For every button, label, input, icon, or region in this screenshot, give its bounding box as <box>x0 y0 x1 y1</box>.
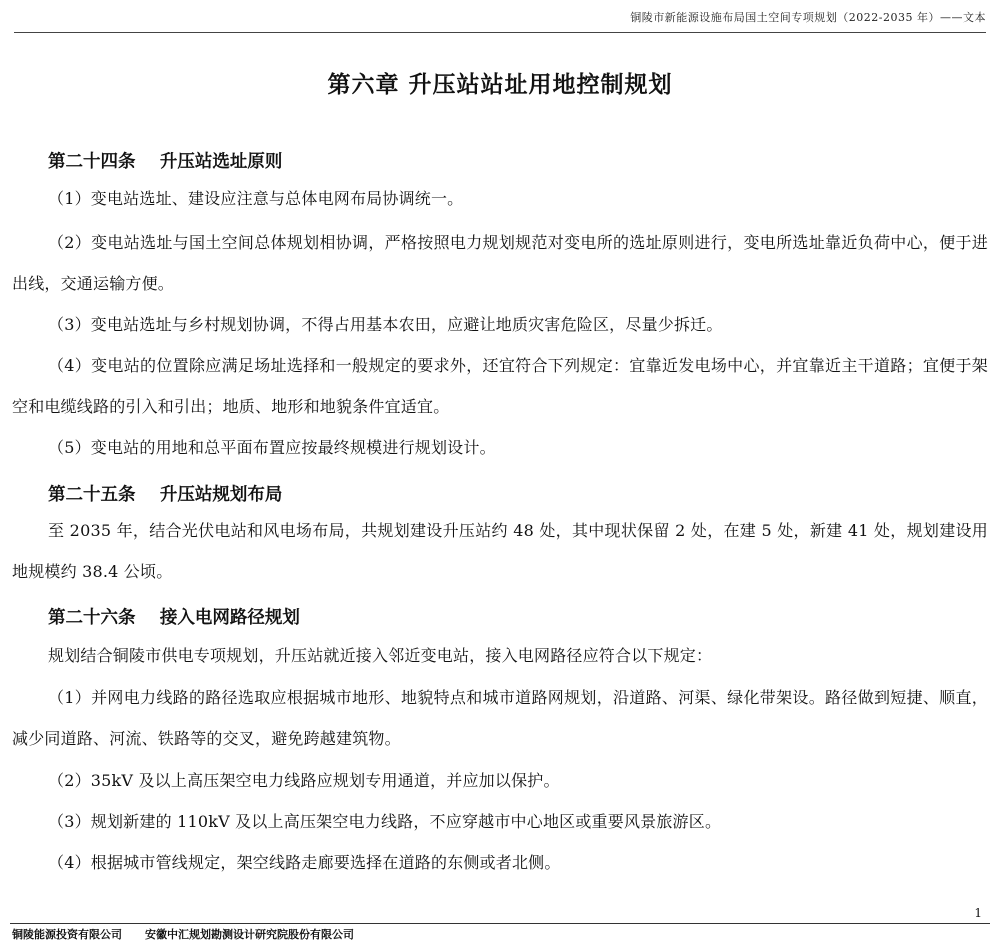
page-footer: 铜陵能源投资有限公司 安徽中汇规划勘测设计研究院股份有限公司 <box>12 928 354 941</box>
page-number: 1 <box>974 906 982 920</box>
article-26-item-2: （2）35kV 及以上高压架空电力线路应规划专用通道，并应加以保护。 <box>48 771 560 790</box>
article-26-intro: 规划结合铜陵市供电专项规划，升压站就近接入邻近变电站，接入电网路径应符合以下规定： <box>48 646 713 665</box>
article-26-item-3: （3）规划新建的 110kV 及以上高压架空电力线路，不应穿越市中心地区或重要风景旅游区。 <box>48 812 722 831</box>
article-26-item-4: （4）根据城市管线规定，架空线路走廊要选择在道路的东侧或者北侧。 <box>48 853 561 872</box>
article-24-item-3: （3）变电站选址与乡村规划协调，不得占用基本农田，应避让地质灾害危险区，尽量少拆迁。 <box>48 315 723 334</box>
article-26-item-1: （1）并网电力线路的路径选取应根据城市地形、地貌特点和城市道路网规划，沿道路、河渠、绿化带架设。路径做到短捷、顺直，减少同道路、河流、铁路等的交叉，避免跨越建筑物。 <box>12 688 988 748</box>
article-24-item-5: （5）变电站的用地和总平面布置应按最终规模进行规划设计。 <box>48 438 496 457</box>
chapter-title: 第六章 升压站站址用地控制规划 <box>327 72 673 98</box>
footer-divider <box>10 923 990 924</box>
article-24-item-1: （1）变电站选址、建设应注意与总体电网布局协调统一。 <box>48 189 464 208</box>
article-24-heading: 第二十四条 升压站选址原则 <box>48 152 283 172</box>
article-24-item-4: （4）变电站的位置除应满足场址选择和一般规定的要求外，还宜符合下列规定：宜靠近发电场中心，并宜靠近主干道路；宜便于架空和电缆线路的引入和引出；地质、地形和地貌条件宜适宜。 <box>12 356 988 416</box>
article-25-heading: 第二十五条 升压站规划布局 <box>48 485 283 505</box>
article-24-item-2: （2）变电站选址与国土空间总体规划相协调，严格按照电力规划规范对变电所的选址原则进行，变电所选址靠近负荷中心，便于进出线，交通运输方便。 <box>12 233 988 293</box>
page-header: 铜陵市新能源设施布局国土空间专项规划（2022-2035 年）——文本 <box>14 10 986 33</box>
article-26-heading: 第二十六条 接入电网路径规划 <box>48 608 300 628</box>
article-25-paragraph: 至 2035 年，结合光伏电站和风电场布局，共规划建设升压站约 48 处，其中现状保留 2 处，在建 5 处，新建 41 处，规划建设用地规模约 38.4 公顷。 <box>12 521 988 581</box>
